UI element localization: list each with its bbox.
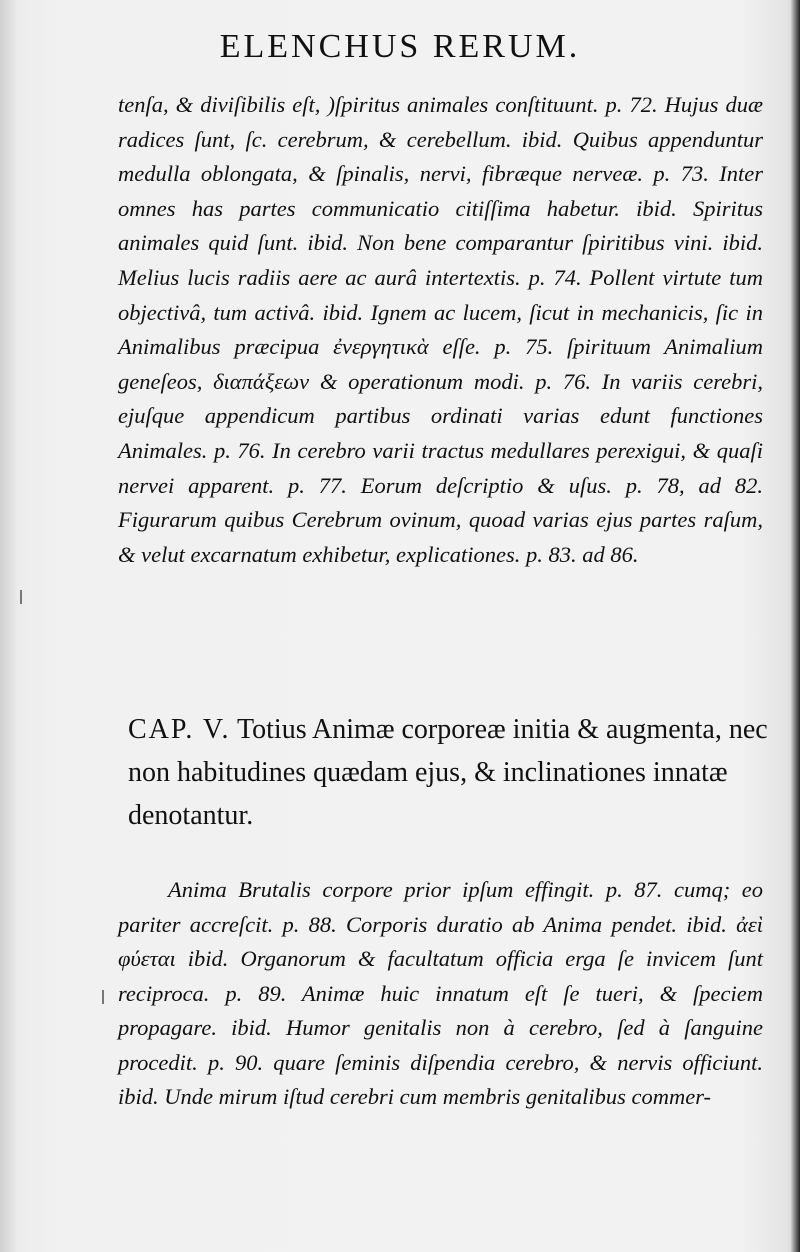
margin-mark [102, 990, 104, 1004]
chapter-title: Totius Animæ corporeæ initia & augmenta, nec non habitudines quædam ejus, & inclinationes innatæ denotantur. [128, 714, 768, 831]
chapter-number: CAP. V. [128, 714, 231, 745]
chapter-heading [128, 708, 773, 837]
index-paragraph-1: tenſa, & diviſibilis eſt, )ſpiritus animales conſtituunt. p. 72. Hujus duæ radices ſunt, ſc. cerebrum, & cerebellum. ibid. Quibus appenduntur medulla oblongata, & ſpinalis, nervi, fibræque nerveæ. p. 73. Inter omnes has partes communicatio citiſſima habetur. ibid. Spiritus animales quid ſunt. ibid. Non bene comparantur ſpiritibus vini. ibid. Melius lucis radiis aere ac aurâ intertextis. p. 74. Pollent virtute tum objectivâ, tum activâ. ibid. Ignem ac lucem, ſicut in mechanicis, ſic in Animalibus præcipua ἐνεργητικὰ eſſe. p. 75. ſpirituum Animalium geneſeos, διαπάξεων & operationum modi. p. 76. In variis cerebri, ejuſque appendicum partibus ordinati varias edunt functiones Animales. p. 76. In cerebro varii tractus medullares perexigui, & quaſi nervei apparent. p. 77. Eorum deſcriptio & uſus. p. 78, ad 82. Figurarum quibus Cerebrum ovinum, quoad varias ejus partes raſum, & velut excarnatum exhibetur, explicationes. p. 83. ad 86. [118, 92, 763, 567]
index-paragraph-2: Anima Brutalis corpore prior ipſum effingit. p. 87. cumq; eo pariter accreſcit. p. 88. Corporis duratio ab Anima pendet. ibid. ἀεὶ φύεται ibid. Organorum & facultatum officia erga ſe invicem ſunt reciproca. p. 89. Animæ huic innatum eſt ſe tueri, & ſpeciem propagare. ibid. Humor genitalis non à cerebro, ſed à ſanguine procedit. p. 90. quare ſeminis diſpendia cerebro, & nervis officiunt. ibid. Unde mirum iſtud cerebri cum membris genitalibus commer- [118, 877, 763, 1109]
margin-mark [20, 590, 22, 604]
running-header: ELENCHUS RERUM. [219, 28, 581, 65]
